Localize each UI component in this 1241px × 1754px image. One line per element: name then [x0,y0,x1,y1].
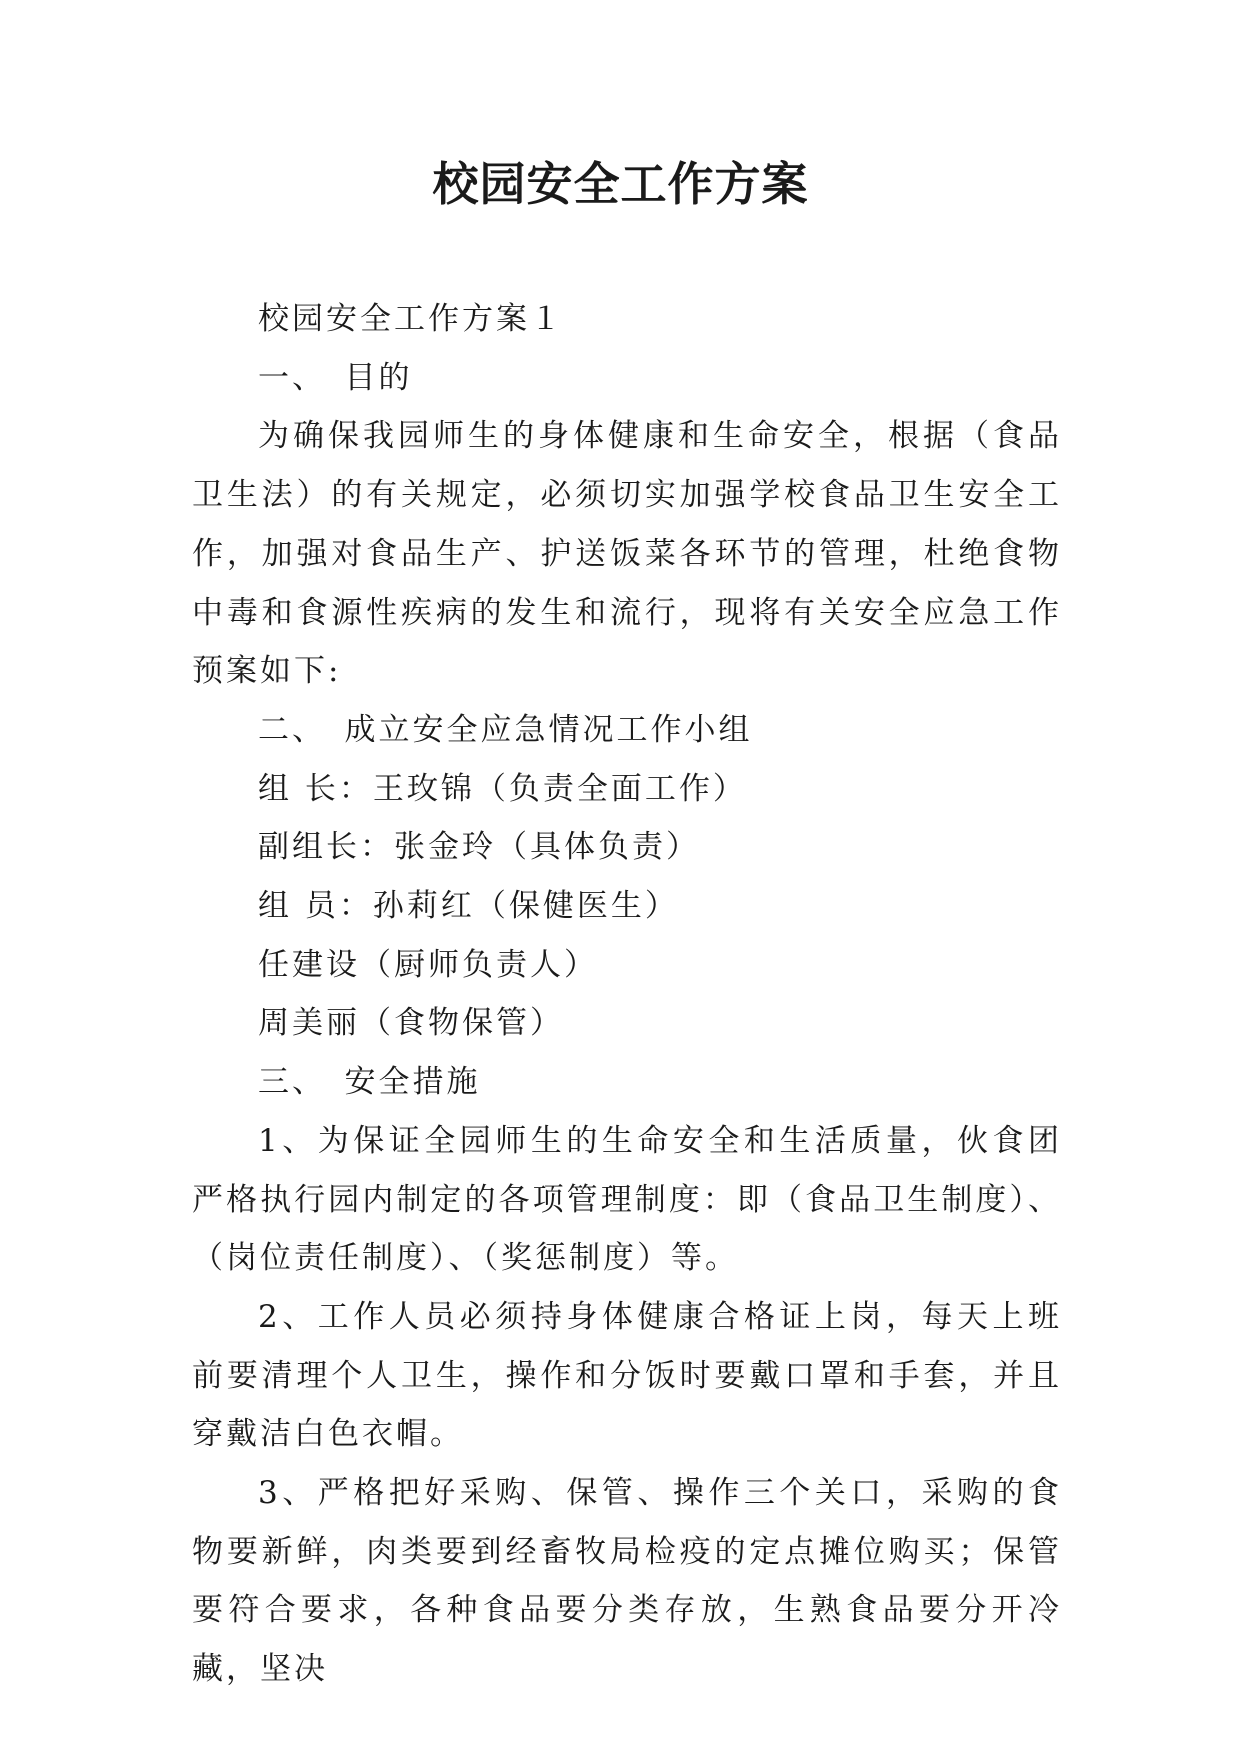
paragraph: 2、工作人员必须持身体健康合格证上岗，每天上班前要清理个人卫生，操作和分饭时要戴口罩和手套，并且穿戴洁白色衣帽。 [192,1298,1062,1453]
section-heading: 校园安全工作方案１ [258,301,564,337]
list-item: 副组长：张金玲（具体负责） [258,829,700,866]
section-heading: 二、 成立安全应急情况工作小组 [258,711,753,748]
list-item: 组 员：孙莉红（保健医生） [258,888,679,925]
document-title: 校园安全工作方案 [432,157,809,211]
list-item: 周美丽（食物保管） [258,1005,564,1042]
paragraph: 1、为保证全园师生的生命安全和生活质量，伙食团严格执行园内制定的各项管理制度：即（食品卫生制度）、（岗位责任制度）、（奖惩制度）等。 [192,1122,1062,1277]
paragraph: 3、严格把好采购、保管、操作三个关口，采购的食物要新鲜，肉类要到经畜牧局检疫的定点摊位购买；保管要符合要求，各种食品要分类存放，生熟食品要分开冷藏，坚决 [192,1475,1062,1688]
paragraph: 为确保我园师生的身体健康和生命安全，根据（食品卫生法）的有关规定，必须切实加强学校食品卫生安全工作，加强对食品生产、护送饭菜各环节的管理，杜绝食物中毒和食源性疾病的发生和流行，现将有关安全应急工作预案如下: [192,418,1062,690]
section-heading: 三、 安全措施 [258,1064,481,1101]
document-body [192,290,1062,1699]
section-heading: 一、 目的 [258,359,413,396]
list-item: 组 长：王玫锦（负责全面工作） [258,770,747,807]
list-item: 任建设（厨师负责人） [258,946,598,983]
